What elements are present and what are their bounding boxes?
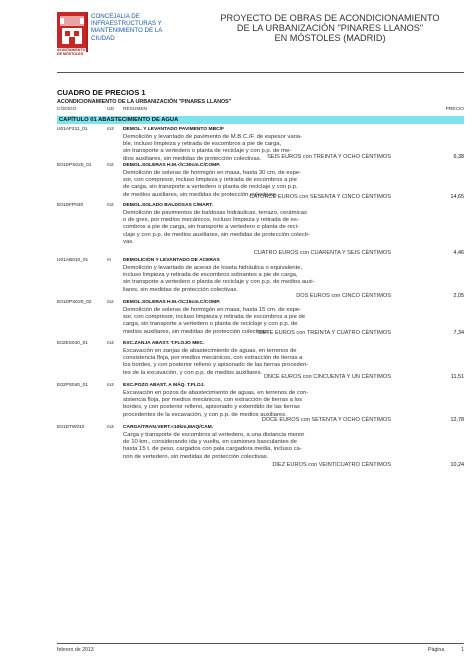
footer-page-label: Página bbox=[428, 647, 445, 653]
item-price: 7,34 bbox=[453, 330, 464, 336]
footer-page bbox=[428, 647, 464, 653]
header-accent-bar bbox=[86, 12, 88, 52]
item-code: E01DFP030 bbox=[57, 203, 84, 208]
item-unit: m2 bbox=[107, 203, 114, 208]
item-price-in-words: DOCE EUROS con SETENTA Y OCHO CÉNTIMOS bbox=[261, 417, 391, 423]
item-price: 6,38 bbox=[453, 154, 464, 160]
item-unit: m3 bbox=[107, 383, 114, 388]
column-header-price: PRECIO bbox=[445, 107, 464, 112]
document-subtitle: ACONDICIONAMIENTO DE LA URBANIZACIÓN "PINARES LLANOS" bbox=[57, 99, 232, 105]
project-title-line-3: EN MÓSTOLES (MADRID) bbox=[274, 33, 386, 44]
item-code: E02PS040_01 bbox=[57, 383, 88, 388]
column-header-code: CÓDIGO bbox=[57, 107, 77, 112]
item-description: Demolición y levantado de pavimento de M.B.C./F. de espesor varia- ble, incluso limpieza y retirada de escombros a pie de carga, sin transporte a vertedero o planta de reciclaje y con p.p. de me- dios auxiliares, sin medidas de protección colectivas. bbox=[123, 133, 303, 162]
project-title-line-2: DE LA URBANIZACIÓN "PINARES LLANOS" bbox=[236, 23, 424, 34]
footer-divider bbox=[57, 643, 464, 644]
item-price-in-words: ONCE EUROS con CINCUENTA Y UN CÉNTIMOS bbox=[263, 374, 391, 380]
item-price-in-words: SIETE EUROS con TREINTA Y CUATRO CÉNTIMOS bbox=[257, 330, 391, 336]
item-unit: m3 bbox=[107, 341, 114, 346]
logo-caption: AYUNTAMIENTO DE MÓSTOLES bbox=[57, 48, 86, 57]
item-description: Carga y transporte de escombros al vertedero, a una distancia menor de 10 km., considerando ida y vuelta, en camiones basculantes de hasta 15 t. de peso, cargados con pala cargadora media, incluso ca- non de vertedero, sin medidas de protección colectivas. bbox=[123, 431, 305, 460]
chapter-title: CAPÍTULO 01 ABASTECIMIENTO DE AGUA bbox=[59, 116, 179, 123]
item-summary: DEMOLICIÓN Y LEVANTADO DE ACERAS bbox=[123, 258, 220, 263]
organization-name: CONCEJALIA DE INFRAESTRUCTURAS Y MANTENIMIENTO DE LA CIUDAD bbox=[91, 13, 163, 42]
item-unit: m bbox=[107, 258, 111, 263]
item-summary: EXC.ZANJA ABAST. T.FLOJO MEC. bbox=[123, 341, 205, 346]
item-price-in-words: CUATRO EUROS con CUARENTA Y SEIS CÉNTIMOS bbox=[253, 250, 391, 256]
item-description: Demolición y levantado de aceras de loseta hidráulica o equivalente, incluso limpieza y retirada de escombros sobrantes a pie de carga, sin transporte a vertedero o planta de reciclaje y con p.p. de medios auxi- liares, sin medidas de protección colectivas. bbox=[123, 264, 315, 293]
price-item bbox=[57, 425, 464, 495]
item-code: E01DPS020_02 bbox=[57, 300, 92, 305]
item-description: Demolición de soleras de hormigón en masa, hasta 30 cm. de espe- sor, con compresor, incluso limpieza y retirada de escombros a pie de carga, sin transporte a vertedero o planta de reciclaje y con p.p. de medios auxiliares, sin medidas de protección colectivas. bbox=[123, 169, 302, 198]
item-description: Excavación en zanjas de abastecimiento de aguas, en terrenos de consistencia floja, por medios mecánicos, con extracción de tierras a los bordes, y con posterior relleno y apisonado de las tierras proceden- tes de la excavación, y con p.p. de medios auxiliares. bbox=[123, 347, 309, 376]
project-title bbox=[196, 13, 464, 44]
footer-date: febrero de 2013 bbox=[57, 647, 94, 653]
item-price: 12,78 bbox=[450, 417, 464, 423]
item-summary: DEMOL.SOLERAS H.M.<h=30cm.C/COMP. bbox=[123, 163, 221, 168]
item-code: E01DPS020_01 bbox=[57, 163, 92, 168]
column-header-ud: UD bbox=[107, 107, 114, 112]
item-price-in-words: DOS EUROS con CINCO CÉNTIMOS bbox=[296, 293, 391, 299]
item-description: Excavación en pozos de abastecimiento de aguas, en terrenos de con- sistencia floja, por medios mecánicos, con extracción de tierras a los bordes, y con posterior relleno, apisonado y extendido de las tierras procedentes de la excavación, y con p.p. de medios auxiliares. bbox=[123, 389, 309, 418]
item-unit: m2 bbox=[107, 163, 114, 168]
item-code: U01AF211_01 bbox=[57, 127, 88, 132]
item-summary: DEMOL.SOLADO BALDOSAS C/MART. bbox=[123, 203, 213, 208]
item-unit: m3 bbox=[107, 127, 114, 132]
item-price-in-words: DIEZ EUROS con VEINTICUATRO CÉNTIMOS bbox=[272, 462, 391, 468]
project-title-line-1: PROYECTO DE OBRAS DE ACONDICIONAMIENTO bbox=[220, 13, 440, 23]
item-summary: DEMOL.SOLERAS H.M.<h=15cm.C/COMP. bbox=[123, 300, 221, 305]
item-code: U01AB010_01 bbox=[57, 258, 89, 263]
item-price-in-words: CATORCE EUROS con SESENTA Y CINCO CÉNTIMOS bbox=[249, 194, 391, 200]
item-description: Demolición de soleras de hormigón en masa, hasta 15 cm. de espe- sor, con compresor, incluso limpieza y retirada de escombros a pie de carga, sin transporte a vertedero o planta de reciclaje y con p.p. de medios auxiliares, sin medidas de protección colectivas. bbox=[123, 306, 306, 335]
item-code: E01DTW010 bbox=[57, 425, 85, 430]
municipal-logo bbox=[57, 12, 87, 48]
header-divider bbox=[57, 72, 464, 73]
item-summary: DEMOL. Y LEVANTADO PAVIMENTO MBC/F bbox=[123, 127, 224, 132]
chapter-heading bbox=[57, 116, 464, 124]
item-price: 4,46 bbox=[453, 250, 464, 256]
item-unit: m2 bbox=[107, 300, 114, 305]
item-description: Demolición de pavimentos de baldosas hidráulicas, terrazo, cerámicas o de gres, por medios mecánicos, incluso limpieza y retirada de es- combros a pie de carga, sin transporte a vertedero o planta de reci- claje y con p.p. de medios auxiliares, sin medidas de protección colecti- vas. bbox=[123, 209, 310, 246]
item-code: E02ES040_01 bbox=[57, 341, 88, 346]
item-summary: EXC.POZO ABAST. A MÁQ. T.FLOJ. bbox=[123, 383, 205, 388]
item-price: 11,51 bbox=[450, 374, 464, 380]
item-price: 2,05 bbox=[453, 293, 464, 299]
item-price-in-words: SEIS EUROS con TREINTA Y OCHO CÉNTIMOS bbox=[267, 154, 391, 160]
footer-page-number: 1 bbox=[461, 647, 464, 653]
column-header-summary: RESUMEN bbox=[123, 107, 147, 112]
item-price: 10,24 bbox=[450, 462, 464, 468]
item-summary: CARGA/TRAN.VERT.<10km,MAQ/CAM. bbox=[123, 425, 214, 430]
document-title: CUADRO DE PRECIOS 1 bbox=[57, 88, 146, 97]
item-price: 14,65 bbox=[450, 194, 464, 200]
item-unit: m3 bbox=[107, 425, 114, 430]
